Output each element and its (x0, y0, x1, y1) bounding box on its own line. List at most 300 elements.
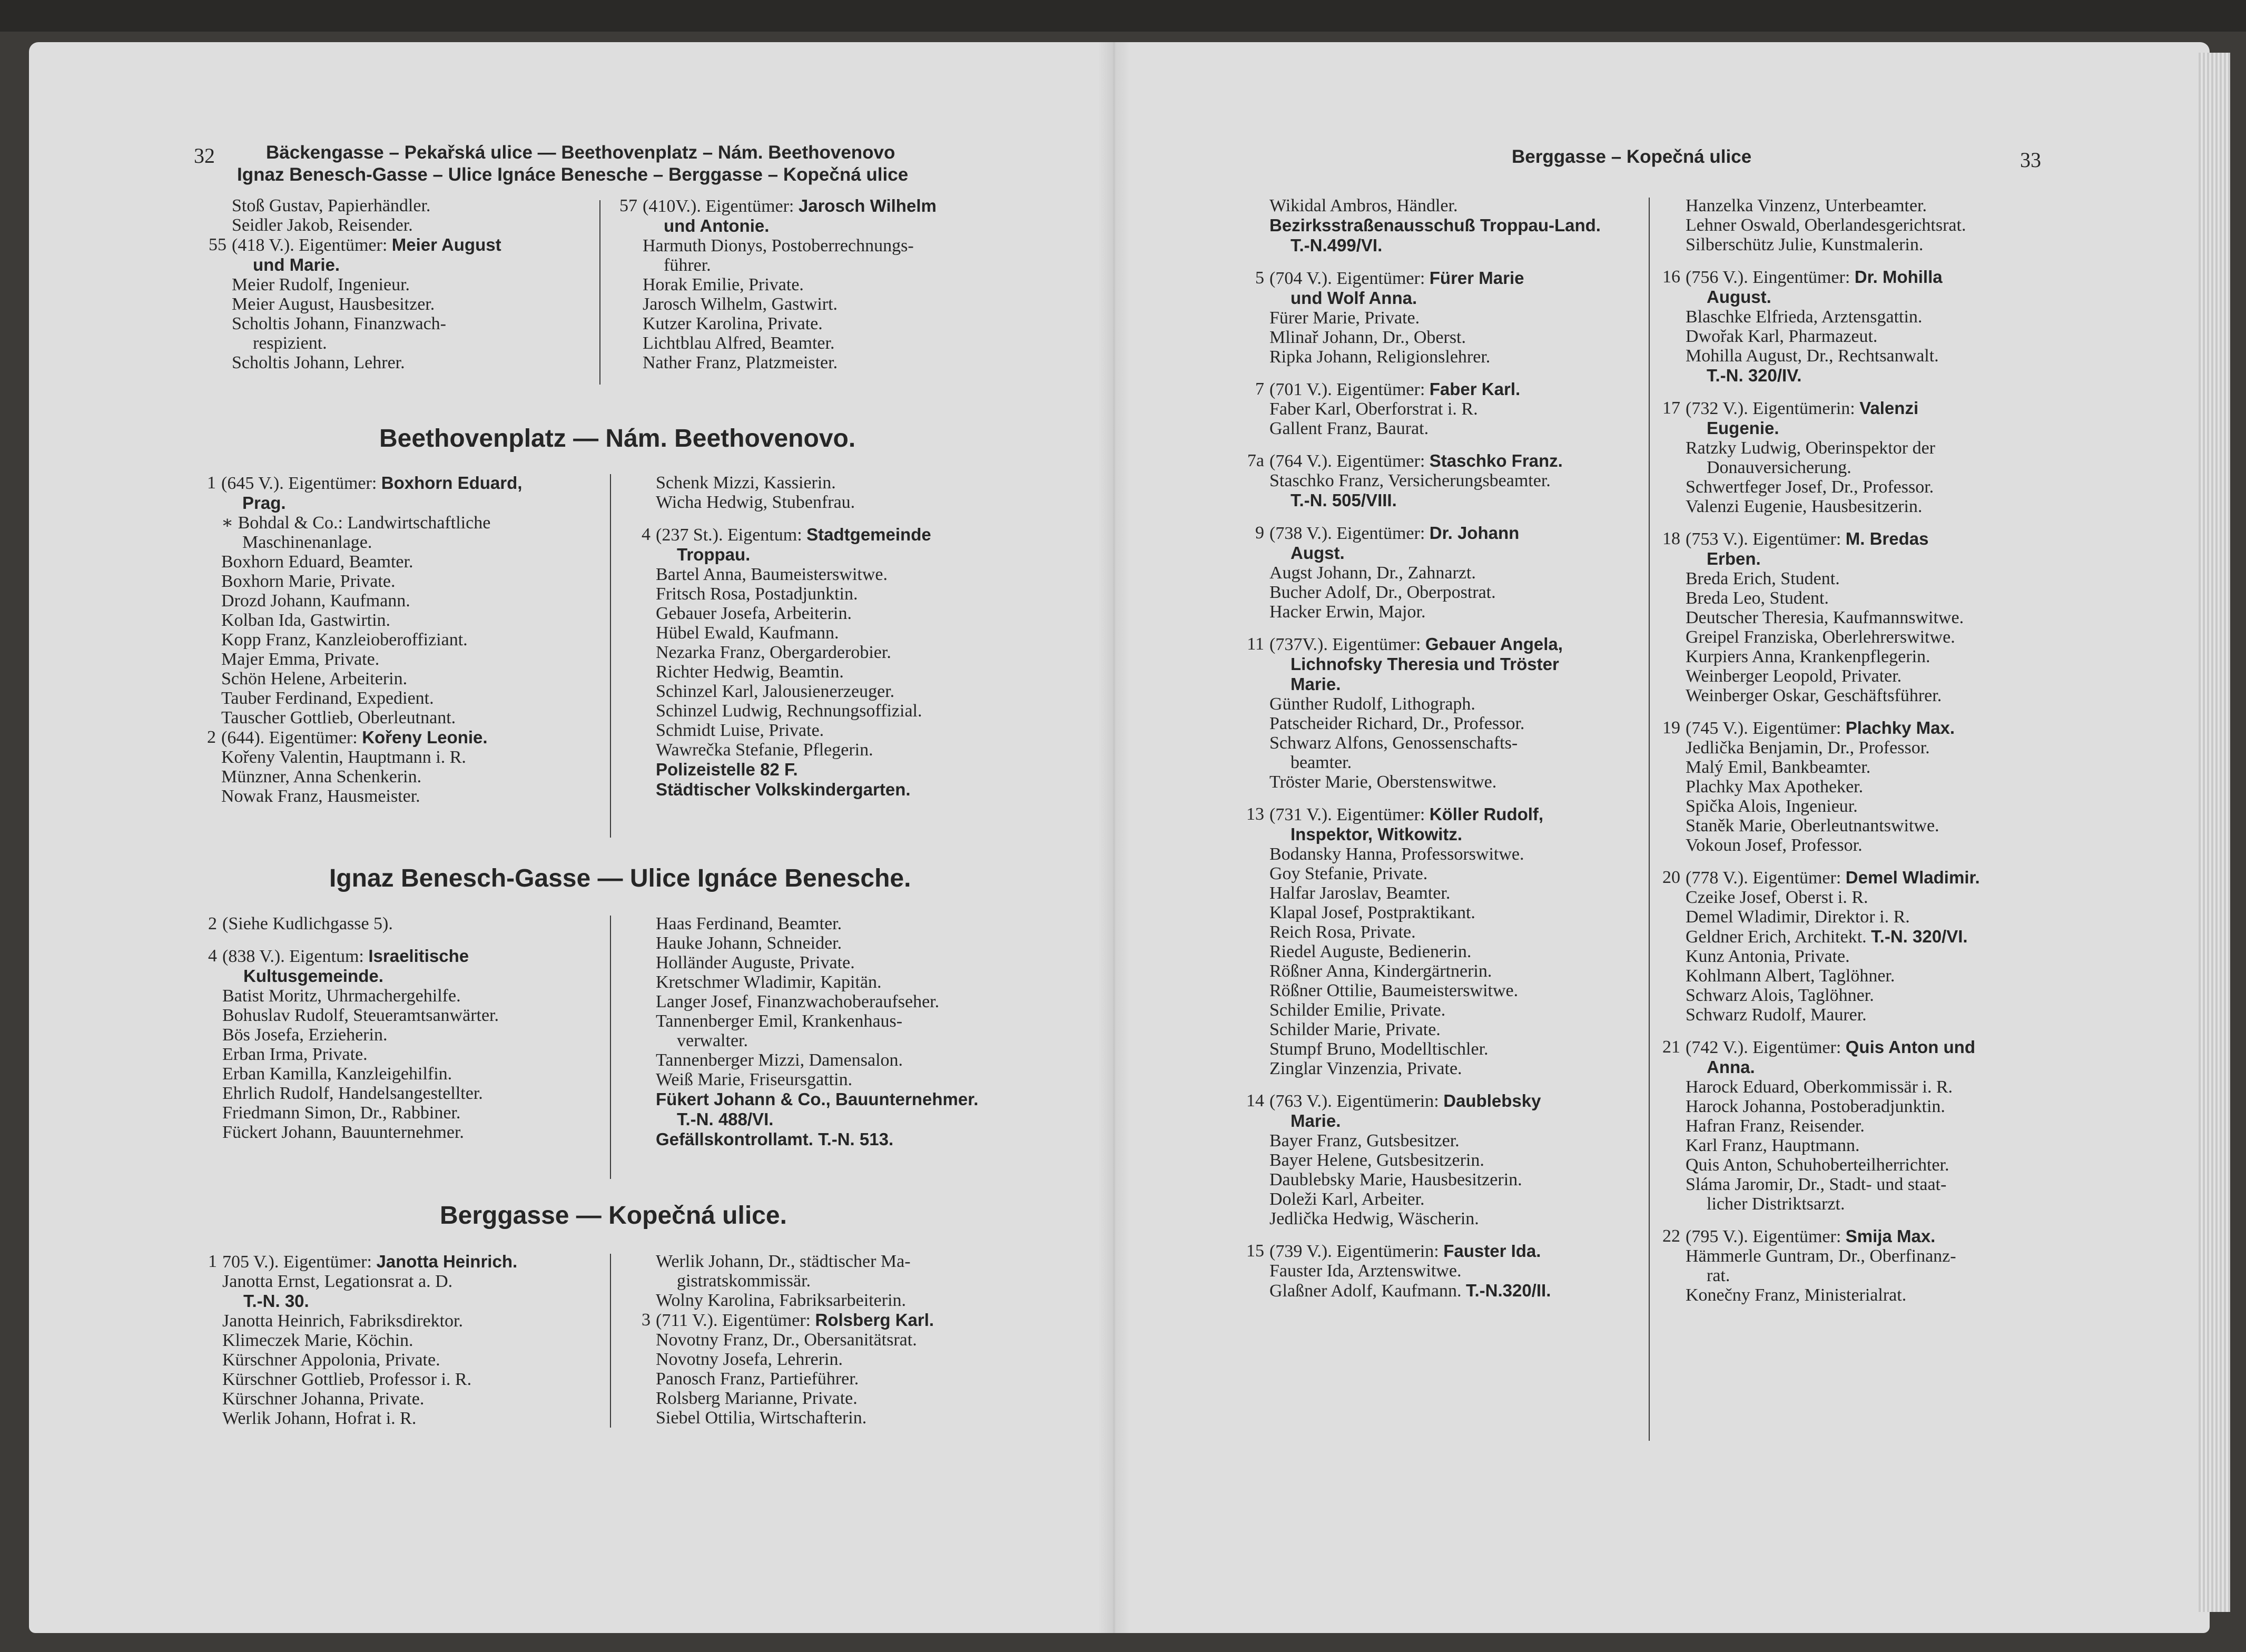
directory-entry (1233, 804, 1601, 824)
entry-text: Greipel Franziska, Oberlehrerswitwe. (1686, 627, 1955, 647)
column-rule (610, 474, 611, 838)
entry-text: Schenk Mizzi, Kassierin. (656, 473, 836, 493)
entry-bold-text: Erben. (1707, 549, 1761, 568)
directory-entry (1649, 1057, 1980, 1077)
entry-bold-text: Polizeistelle 82 F. (656, 760, 798, 779)
directory-entry (1649, 267, 1980, 287)
entry-text: Quis Anton, Schuhoberteilherrichter. (1686, 1155, 1949, 1175)
entry-text: (778 V.). Eigentümer: (1686, 868, 1846, 888)
entry-bold-text: Kořeny Leonie. (362, 727, 488, 747)
entry-text: führer. (664, 255, 711, 275)
entry-text: Werlik Johann, Hofrat i. R. (222, 1409, 417, 1428)
entry-bold-text: Städtischer Volkskindergarten. (656, 780, 911, 799)
column-block (619, 473, 931, 800)
entry-text: Siebel Ottilia, Wirtschafterin. (656, 1408, 867, 1428)
directory-entry (1233, 883, 1601, 903)
entry-text: Staschko Franz, Versicherungsbeamter. (1269, 471, 1551, 490)
directory-entry (619, 584, 931, 604)
directory-entry (184, 708, 522, 727)
directory-entry (195, 235, 501, 255)
entry-text: Ripka Johann, Religionslehrer. (1269, 347, 1491, 367)
directory-entry (606, 275, 937, 294)
entry-bold-text: T.-N.499/VI. (1291, 235, 1383, 255)
directory-entry (1649, 966, 1980, 986)
directory-entry (1233, 399, 1601, 419)
directory-entry (1233, 1281, 1601, 1301)
directory-entry (1233, 328, 1601, 347)
entry-text: Rolsberg Marianne, Private. (656, 1389, 858, 1408)
directory-entry (1233, 543, 1601, 563)
entry-text: Mlinař Johann, Dr., Oberst. (1269, 328, 1466, 347)
entry-text: Patscheider Richard, Dr., Professor. (1269, 714, 1525, 733)
entry-bold-text: und Antonie. (664, 216, 770, 235)
directory-entry (184, 748, 522, 767)
entry-text: Wikidal Ambros, Händler. (1269, 196, 1458, 215)
directory-entry (1649, 588, 1980, 608)
house-number: 1 (208, 1252, 217, 1271)
directory-entry (619, 1389, 934, 1408)
entry-text: (795 V.). Eigentümer: (1686, 1227, 1846, 1246)
entry-text: Schön Helene, Arbeiterin. (221, 669, 408, 689)
entry-text: Konečny Franz, Ministerialrat. (1686, 1285, 1907, 1305)
directory-entry (619, 662, 931, 682)
directory-entry (606, 255, 937, 275)
column-rule (599, 200, 600, 385)
entry-text: Dwořak Karl, Pharmazeut. (1686, 327, 1878, 346)
directory-entry (619, 953, 978, 972)
directory-entry (1233, 490, 1601, 510)
directory-entry (1649, 287, 1980, 307)
entry-text: rat. (1707, 1266, 1730, 1285)
directory-entry (1649, 627, 1980, 647)
entry-text: Hacker Erwin, Major. (1269, 602, 1426, 622)
directory-entry (1233, 694, 1601, 714)
entry-text: Kohlmann Albert, Taglöhner. (1686, 966, 1895, 986)
directory-entry (1233, 196, 1601, 215)
entry-text: beamter. (1291, 753, 1352, 772)
entry-text: Donauversicherung. (1707, 458, 1851, 477)
entry-text: Schinzel Ludwig, Rechnungsoffizial. (656, 701, 922, 721)
entry-bold-text: Marie. (1291, 1111, 1341, 1130)
directory-entry (1649, 1136, 1980, 1155)
entry-text: Scholtis Johann, Finanzwach- (232, 314, 446, 333)
entry-bold-text: Jarosch Wilhelm (798, 196, 937, 215)
entry-text: Reich Rosa, Private. (1269, 922, 1416, 942)
entry-text: Kunz Antonia, Private. (1686, 947, 1850, 966)
entry-text: (732 V.). Eigentümerin: (1686, 399, 1860, 418)
column-block (195, 196, 501, 372)
page-number: 33 (2020, 148, 2041, 172)
directory-entry (1649, 947, 1980, 966)
entry-text: Bayer Franz, Gutsbesitzer. (1269, 1131, 1460, 1150)
directory-entry (185, 1064, 499, 1084)
entry-bold-text: Fükert Johann & Co., Bauunternehmer. (656, 1089, 979, 1109)
directory-entry (1649, 569, 1980, 588)
directory-entry (195, 275, 501, 294)
entry-text: Harock Johanna, Postoberadjunktin. (1686, 1097, 1945, 1116)
entry-text: Scholtis Johann, Lehrer. (232, 353, 405, 372)
directory-entry (1649, 777, 1980, 796)
house-number: 14 (1246, 1091, 1264, 1110)
entry-text: (737V.). Eigentümer: (1269, 635, 1425, 654)
entry-text: Janotta Ernst, Legationsrat a. D. (222, 1272, 453, 1291)
directory-entry (619, 545, 931, 565)
entry-text: Boxhorn Marie, Private. (221, 572, 396, 591)
column-rule (610, 1254, 611, 1428)
entry-text: Stumpf Bruno, Modelltischler. (1269, 1039, 1489, 1059)
entry-text: Novotny Franz, Dr., Obersanitätsrat. (656, 1330, 917, 1350)
entry-text: Tannenberger Emil, Krankenhaus- (656, 1011, 903, 1031)
entry-text: Haas Ferdinand, Beamter. (656, 914, 842, 933)
directory-entry (185, 1272, 517, 1291)
entry-text: (701 V.). Eigentümer: (1269, 380, 1430, 399)
entry-bold-text: T.-N. 320/VI. (1871, 927, 1968, 946)
house-number: 2 (207, 727, 216, 747)
entry-text: verwalter. (677, 1031, 748, 1050)
column-block (619, 1252, 934, 1428)
directory-entry (606, 216, 937, 236)
directory-entry (1649, 215, 1980, 235)
entry-text: Demel Wladimir, Direktor i. R. (1686, 907, 1910, 927)
entry-text: Kürschner Appolonia, Private. (222, 1350, 440, 1370)
directory-entry (606, 196, 937, 216)
entry-text: Hauke Johann, Schneider. (656, 933, 842, 953)
directory-entry (1233, 268, 1601, 288)
directory-entry (619, 992, 978, 1011)
directory-entry (1233, 981, 1601, 1000)
directory-entry (1233, 471, 1601, 490)
entry-text: (745 V.). Eigentümer: (1686, 719, 1846, 738)
directory-entry (1649, 686, 1980, 705)
directory-entry (1649, 1116, 1980, 1136)
directory-entry (1233, 1170, 1601, 1189)
directory-entry (1649, 647, 1980, 666)
entry-bold-text: Bezirksstraßenausschuß Troppau-Land. (1269, 215, 1601, 235)
entry-text: Weiß Marie, Friseursgattin. (656, 1070, 853, 1089)
directory-entry (184, 493, 522, 513)
entry-text: Breda Erich, Student. (1686, 569, 1840, 588)
entry-text: 705 V.). Eigentümer: (222, 1252, 377, 1272)
directory-entry (619, 1070, 978, 1089)
column-block (619, 914, 978, 1149)
entry-text: Kretschmer Wladimir, Kapitän. (656, 972, 882, 992)
directory-entry (1233, 235, 1601, 255)
directory-entry (606, 236, 937, 255)
entry-text: Valenzi Eugenie, Hausbesitzerin. (1686, 497, 1923, 516)
entry-text: Vokoun Josef, Professor. (1686, 835, 1863, 855)
entry-text: Mohilla August, Dr., Rechtsanwalt. (1686, 346, 1939, 366)
entry-text: Ehrlich Rudolf, Handelsangestellter. (222, 1084, 483, 1103)
entry-bold-text: Janotta Heinrich. (376, 1252, 518, 1271)
house-number: 55 (209, 235, 226, 254)
entry-text: Schwertfeger Josef, Dr., Professor. (1686, 477, 1934, 497)
directory-entry (1649, 1175, 1980, 1194)
directory-entry (185, 1084, 499, 1103)
directory-entry (619, 1252, 934, 1271)
directory-entry (619, 933, 978, 953)
directory-entry (1233, 674, 1601, 694)
directory-entry (1649, 888, 1980, 907)
entry-text: Drozd Johann, Kaufmann. (221, 591, 410, 611)
directory-entry (619, 1109, 978, 1129)
entry-bold-text: T.-N.320/II. (1465, 1281, 1551, 1300)
entry-bold-text: M. Bredas (1845, 529, 1929, 548)
entry-text: Hafran Franz, Reisender. (1686, 1116, 1865, 1136)
directory-entry (184, 513, 522, 533)
entry-text: Bucher Adolf, Dr., Oberpostrat. (1269, 583, 1496, 602)
directory-entry (1649, 1155, 1980, 1175)
entry-text: Janotta Heinrich, Fabriksdirektor. (222, 1311, 464, 1331)
entry-text: Tröster Marie, Oberstenswitwe. (1269, 772, 1497, 792)
entry-text: Hämmerle Guntram, Dr., Oberfinanz- (1686, 1246, 1956, 1266)
directory-entry (1233, 308, 1601, 328)
entry-text: Karl Franz, Hauptmann. (1686, 1136, 1860, 1155)
house-number: 19 (1662, 718, 1680, 738)
entry-text: Plachky Max Apotheker. (1686, 777, 1864, 796)
entry-bold-text: Meier August (391, 235, 501, 254)
scan-background (0, 0, 2246, 32)
entry-text: Bayer Helene, Gutsbesitzerin. (1269, 1150, 1484, 1170)
directory-entry (1233, 379, 1601, 399)
entry-bold-text: Daublebsky (1443, 1091, 1541, 1110)
directory-entry (619, 1310, 934, 1330)
entry-bold-text: Smija Max. (1845, 1226, 1936, 1246)
house-number: 20 (1662, 868, 1680, 887)
entry-text: Kurpiers Anna, Krankenpflegerin. (1686, 647, 1930, 666)
directory-entry (1233, 1131, 1601, 1150)
entry-bold-text: Augst. (1291, 543, 1345, 563)
directory-entry (619, 740, 931, 760)
entry-text: (711 V.). Eigentümer: (656, 1311, 815, 1330)
entry-text: Staněk Marie, Oberleutnantswitwe. (1686, 816, 1939, 835)
directory-entry (1233, 563, 1601, 583)
directory-entry (1233, 903, 1601, 922)
directory-entry (619, 525, 931, 545)
directory-entry (619, 721, 931, 740)
entry-text: Novotny Josefa, Lehrerin. (656, 1350, 843, 1369)
house-number: 11 (1247, 634, 1264, 654)
entry-text: Majer Emma, Private. (221, 650, 380, 669)
entry-text: (Siehe Kudlichgasse 5). (222, 914, 393, 933)
entry-text: Horak Emilie, Private. (643, 275, 804, 294)
entry-text: gistratskommissär. (677, 1271, 811, 1291)
entry-text: Wawrečka Stefanie, Pflegerin. (656, 740, 873, 760)
entry-text: Schwarz Alois, Taglöhner. (1686, 986, 1874, 1005)
entry-text: Breda Leo, Student. (1686, 588, 1829, 608)
running-head-line-1: Bäckengasse – Pekařská ulice — Beethovenplatz – Nám. Beethovenovo (266, 142, 895, 163)
page-edges (2199, 53, 2230, 1612)
entry-text: Seidler Jakob, Reisender. (232, 215, 413, 235)
directory-entry (606, 294, 937, 314)
directory-entry (1649, 608, 1980, 627)
entry-text: Münzner, Anna Schenkerin. (221, 767, 422, 786)
entry-text: (764 V.). Eigentümer: (1269, 451, 1430, 471)
entry-text: Schilder Marie, Private. (1269, 1020, 1441, 1039)
entry-bold-text: Eugenie. (1707, 418, 1779, 438)
entry-text: Erban Kamilla, Kanzleigehilfin. (222, 1064, 452, 1084)
directory-entry (1233, 864, 1601, 883)
directory-entry (185, 1103, 499, 1123)
directory-entry (619, 780, 931, 800)
entry-text: Fritsch Rosa, Postadjunktin. (656, 584, 858, 604)
directory-entry (1233, 772, 1601, 792)
page-number: 32 (194, 144, 215, 168)
directory-entry (1233, 942, 1601, 961)
entry-text: (731 V.). Eigentümer: (1269, 805, 1430, 824)
directory-entry (185, 1389, 517, 1409)
directory-entry (185, 1370, 517, 1389)
column-block (184, 473, 522, 806)
entry-text: Kürschner Johanna, Private. (222, 1389, 425, 1409)
directory-entry (184, 552, 522, 572)
entry-text: Batist Moritz, Uhrmachergehilfe. (222, 986, 461, 1006)
entry-text: (739 V.). Eigentümerin: (1269, 1242, 1444, 1261)
entry-bold-text: Prag. (242, 493, 286, 513)
entry-text: Kopp Franz, Kanzleioberoffiziant. (221, 630, 468, 650)
house-number: 1 (207, 473, 216, 493)
entry-text: Jedlička Benjamin, Dr., Professor. (1686, 738, 1930, 758)
entry-text: Nowak Franz, Hausmeister. (221, 786, 420, 806)
entry-bold-text: Dr. Mohilla (1854, 267, 1943, 287)
entry-text: Harock Eduard, Oberkommissär i. R. (1686, 1077, 1953, 1097)
book-spine (1098, 42, 1130, 1633)
entry-text: Fückert Johann, Bauunternehmer. (222, 1123, 464, 1142)
entry-text: Tauscher Gottlieb, Oberleutnant. (221, 708, 456, 727)
entry-text: (753 V.). Eigentümer: (1686, 529, 1846, 549)
entry-text: Lichtblau Alfred, Beamter. (643, 333, 835, 353)
directory-entry (619, 623, 931, 643)
directory-entry (1649, 398, 1980, 418)
entry-text: Glaßner Adolf, Kaufmann. (1269, 1281, 1466, 1301)
entry-bold-text: Gefällskontrollamt. T.-N. 513. (656, 1129, 894, 1149)
entry-bold-text: Stadtgemeinde (806, 525, 931, 544)
directory-entry (185, 1006, 499, 1025)
entry-text: Langer Josef, Finanzwachoberaufseher. (656, 992, 940, 1011)
directory-entry (185, 914, 499, 933)
entry-text: Meier Rudolf, Ingenieur. (232, 275, 410, 294)
entry-text: Kürschner Gottlieb, Professor i. R. (222, 1370, 472, 1389)
entry-bold-text: Valenzi (1859, 398, 1919, 418)
directory-entry (606, 353, 937, 372)
entry-text: Bohuslav Rudolf, Steueramtsanwärter. (222, 1006, 499, 1025)
entry-bold-text: Inspektor, Witkowitz. (1291, 824, 1463, 844)
directory-entry (1233, 1059, 1601, 1078)
entry-bold-text: Demel Wladimir. (1845, 868, 1980, 887)
column-block (606, 196, 937, 372)
directory-entry (1233, 1091, 1601, 1111)
directory-entry (185, 1252, 517, 1272)
directory-entry (195, 294, 501, 314)
entry-text: Schmidt Luise, Private. (656, 721, 824, 740)
entry-bold-text: Fürer Marie (1429, 268, 1524, 288)
entry-text: Zinglar Vinzenzia, Private. (1269, 1059, 1462, 1078)
directory-entry (1649, 816, 1980, 835)
entry-text: Fürer Marie, Private. (1269, 308, 1420, 328)
directory-entry (619, 565, 931, 584)
entry-text: Lehner Oswald, Oberlandesgerichtsrat. (1686, 215, 1966, 235)
directory-entry (619, 1408, 934, 1428)
entry-text: Malý Emil, Bankbeamter. (1686, 758, 1871, 777)
column-block (185, 1252, 517, 1428)
directory-entry (195, 314, 501, 333)
entry-text: Stoß Gustav, Papierhändler. (232, 196, 431, 215)
directory-entry (1233, 1111, 1601, 1131)
entry-bold-text: und Marie. (253, 255, 340, 274)
directory-entry (619, 1330, 934, 1350)
directory-entry (185, 1350, 517, 1370)
directory-entry (195, 196, 501, 215)
directory-entry (619, 1089, 978, 1109)
directory-entry (1649, 718, 1980, 738)
directory-entry (1649, 196, 1980, 215)
directory-entry (1233, 451, 1601, 471)
directory-entry (185, 986, 499, 1006)
entry-text: Ratzky Ludwig, Oberinspektor der (1686, 438, 1935, 458)
entry-text: (738 V.). Eigentümer: (1269, 524, 1430, 543)
directory-entry (1233, 634, 1601, 654)
entry-bold-text: Plachky Max. (1845, 718, 1955, 738)
entry-bold-text: Köller Rudolf, (1429, 804, 1544, 824)
entry-text: (237 St.). Eigentum: (656, 525, 807, 545)
directory-entry (1649, 1077, 1980, 1097)
entry-bold-text: T.-N. 30. (243, 1291, 309, 1311)
entry-text: Gallent Franz, Baurat. (1269, 419, 1429, 438)
directory-entry (1649, 497, 1980, 516)
entry-text: (704 V.). Eigentümer: (1269, 269, 1430, 288)
directory-entry (606, 333, 937, 353)
entry-bold-text: Israelitische (368, 946, 469, 966)
entry-bold-text: Anna. (1707, 1057, 1755, 1077)
directory-entry (1233, 922, 1601, 942)
directory-entry (185, 1409, 517, 1428)
directory-entry (1233, 733, 1601, 753)
entry-text: Weinberger Oskar, Geschäftsführer. (1686, 686, 1942, 705)
directory-entry (184, 689, 522, 708)
entry-text: Günther Rudolf, Lithograph. (1269, 694, 1475, 714)
directory-entry (619, 1050, 978, 1070)
entry-text: Hanzelka Vinzenz, Unterbeamter. (1686, 196, 1927, 215)
directory-entry (1233, 1189, 1601, 1209)
directory-entry (1649, 927, 1980, 947)
entry-bold-text: Kultusgemeinde. (243, 966, 383, 986)
directory-entry (619, 1129, 978, 1149)
directory-entry (1233, 1020, 1601, 1039)
directory-entry (1233, 1241, 1601, 1261)
entry-text: Halfar Jaroslav, Beamter. (1269, 883, 1451, 903)
entry-text: Bös Josefa, Erzieherin. (222, 1025, 388, 1045)
entry-text: Czeike Josef, Oberst i. R. (1686, 888, 1868, 907)
directory-entry (619, 1369, 934, 1389)
house-number: 4 (642, 525, 651, 544)
entry-text: Geldner Erich, Architekt. (1686, 927, 1871, 947)
section-heading: Beethovenplatz — Nám. Beethovenovo. (379, 425, 856, 453)
entry-text: Riedel Auguste, Bedienerin. (1269, 942, 1472, 961)
directory-entry (1233, 1150, 1601, 1170)
directory-entry (185, 1025, 499, 1045)
directory-entry (619, 493, 931, 512)
directory-entry (184, 473, 522, 493)
house-number: 18 (1662, 529, 1680, 548)
directory-entry (1233, 288, 1601, 308)
house-number: 7a (1247, 451, 1264, 470)
entry-bold-text: und Wolf Anna. (1291, 288, 1417, 308)
running-head-line-2: Ignaz Benesch-Gasse – Ulice Ignáce Benesche – Berggasse – Kopečná ulice (237, 164, 909, 185)
directory-entry (1649, 549, 1980, 569)
directory-entry (1233, 961, 1601, 981)
directory-entry (1649, 235, 1980, 254)
section-heading: Berggasse — Kopečná ulice. (440, 1202, 787, 1230)
directory-entry (1233, 654, 1601, 674)
